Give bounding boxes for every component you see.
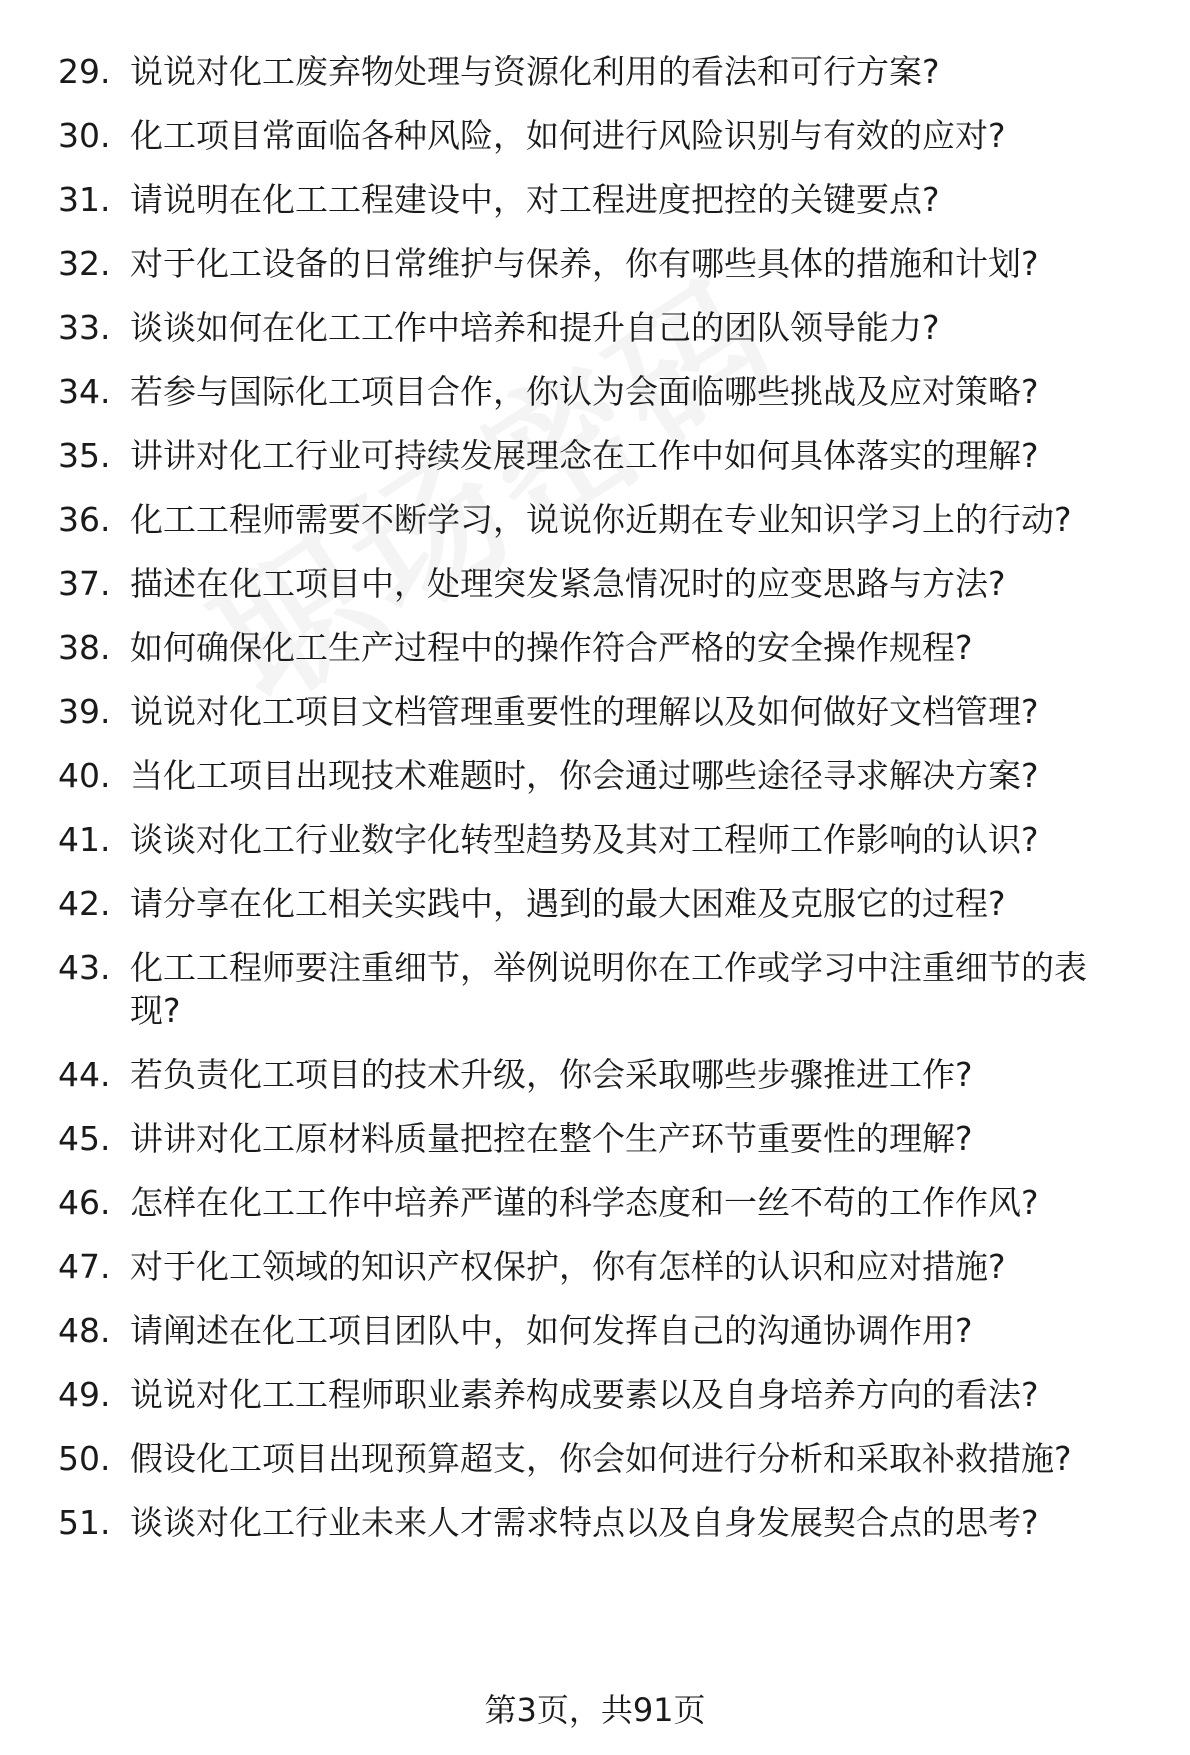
- question-text: 怎样在化工工作中培养严谨的科学态度和一丝不苟的工作作风?: [130, 1183, 1039, 1222]
- question-item: [58, 434, 1148, 477]
- question-item: [58, 114, 1148, 157]
- question-number: 44.: [58, 1055, 111, 1094]
- question-item: [58, 50, 1148, 93]
- question-text: 谈谈如何在化工工作中培养和提升自己的团队领导能力?: [130, 308, 940, 347]
- question-text: 说说对化工废弃物处理与资源化利用的看法和可行方案?: [130, 52, 940, 91]
- question-text: 化工项目常面临各种风险，如何进行风险识别与有效的应对?: [130, 116, 1006, 155]
- question-number: 34.: [58, 372, 111, 411]
- question-text: 请说明在化工工程建设中，对工程进度把控的关键要点?: [130, 180, 940, 219]
- question-item: [58, 690, 1148, 733]
- question-text: 谈谈对化工行业数字化转型趋势及其对工程师工作影响的认识?: [130, 820, 1039, 859]
- question-text: 谈谈对化工行业未来人才需求特点以及自身发展契合点的思考?: [130, 1503, 1039, 1542]
- question-number: 42.: [58, 884, 111, 923]
- question-item: [58, 1053, 1148, 1096]
- question-text: 说说对化工工程师职业素养构成要素以及自身培养方向的看法?: [130, 1375, 1039, 1414]
- question-text: 讲讲对化工行业可持续发展理念在工作中如何具体落实的理解?: [130, 436, 1039, 475]
- question-number: 48.: [58, 1311, 111, 1350]
- question-number: 41.: [58, 820, 111, 859]
- question-text: 对于化工设备的日常维护与保养，你有哪些具体的措施和计划?: [130, 244, 1039, 283]
- page-indicator: 第3页，共91页: [484, 1691, 706, 1729]
- question-item: [58, 370, 1148, 413]
- question-text: 如何确保化工生产过程中的操作符合严格的安全操作规程?: [130, 628, 973, 667]
- question-item: [58, 562, 1148, 605]
- question-text: 请阐述在化工项目团队中，如何发挥自己的沟通协调作用?: [130, 1311, 973, 1350]
- question-text: 说说对化工项目文档管理重要性的理解以及如何做好文档管理?: [130, 692, 1039, 731]
- question-text: 对于化工领域的知识产权保护，你有怎样的认识和应对措施?: [130, 1247, 1006, 1286]
- question-number: 38.: [58, 628, 111, 667]
- question-item: [58, 178, 1148, 221]
- question-item: [58, 946, 1148, 1032]
- question-number: 30.: [58, 116, 111, 155]
- question-item: [58, 498, 1148, 541]
- question-item: [58, 1117, 1148, 1160]
- question-text: 请分享在化工相关实践中，遇到的最大困难及克服它的过程?: [130, 884, 1006, 923]
- question-number: 50.: [58, 1439, 111, 1478]
- question-number: 33.: [58, 308, 111, 347]
- question-item: [58, 882, 1148, 925]
- question-number: 40.: [58, 756, 111, 795]
- question-number: 45.: [58, 1119, 111, 1158]
- question-number: 49.: [58, 1375, 111, 1414]
- question-item: [58, 754, 1148, 797]
- question-text: 讲讲对化工原材料质量把控在整个生产环节重要性的理解?: [130, 1119, 973, 1158]
- question-number: 39.: [58, 692, 111, 731]
- question-list: [58, 50, 1148, 1565]
- question-item: [58, 1373, 1148, 1416]
- question-text: 假设化工项目出现预算超支，你会如何进行分析和采取补救措施?: [130, 1439, 1072, 1478]
- question-number: 31.: [58, 180, 111, 219]
- question-text: 化工工程师需要不断学习，说说你近期在专业知识学习上的行动?: [130, 500, 1072, 539]
- question-number: 37.: [58, 564, 111, 603]
- question-item: [58, 1181, 1148, 1224]
- question-number: 29.: [58, 52, 111, 91]
- question-number: 46.: [58, 1183, 111, 1222]
- question-text: 描述在化工项目中，处理突发紧急情况时的应变思路与方法?: [130, 564, 1006, 603]
- question-item: [58, 1501, 1148, 1544]
- question-number: 32.: [58, 244, 111, 283]
- question-item: [58, 1245, 1148, 1288]
- question-number: 36.: [58, 500, 111, 539]
- question-text: 当化工项目出现技术难题时，你会通过哪些途径寻求解决方案?: [130, 756, 1039, 795]
- question-text: 若参与国际化工项目合作，你认为会面临哪些挑战及应对策略?: [130, 372, 1039, 411]
- question-number: 51.: [58, 1503, 111, 1542]
- question-item: [58, 1309, 1148, 1352]
- question-text: 若负责化工项目的技术升级，你会采取哪些步骤推进工作?: [130, 1055, 973, 1094]
- question-number: 47.: [58, 1247, 111, 1286]
- question-item: [58, 1437, 1148, 1480]
- question-number: 35.: [58, 436, 111, 475]
- question-item: [58, 626, 1148, 669]
- question-item: [58, 306, 1148, 349]
- question-item: [58, 242, 1148, 285]
- question-text: 化工工程师要注重细节，举例说明你在工作或学习中注重细节的表现?: [130, 948, 1087, 1030]
- question-number: 43.: [58, 948, 111, 987]
- question-item: [58, 818, 1148, 861]
